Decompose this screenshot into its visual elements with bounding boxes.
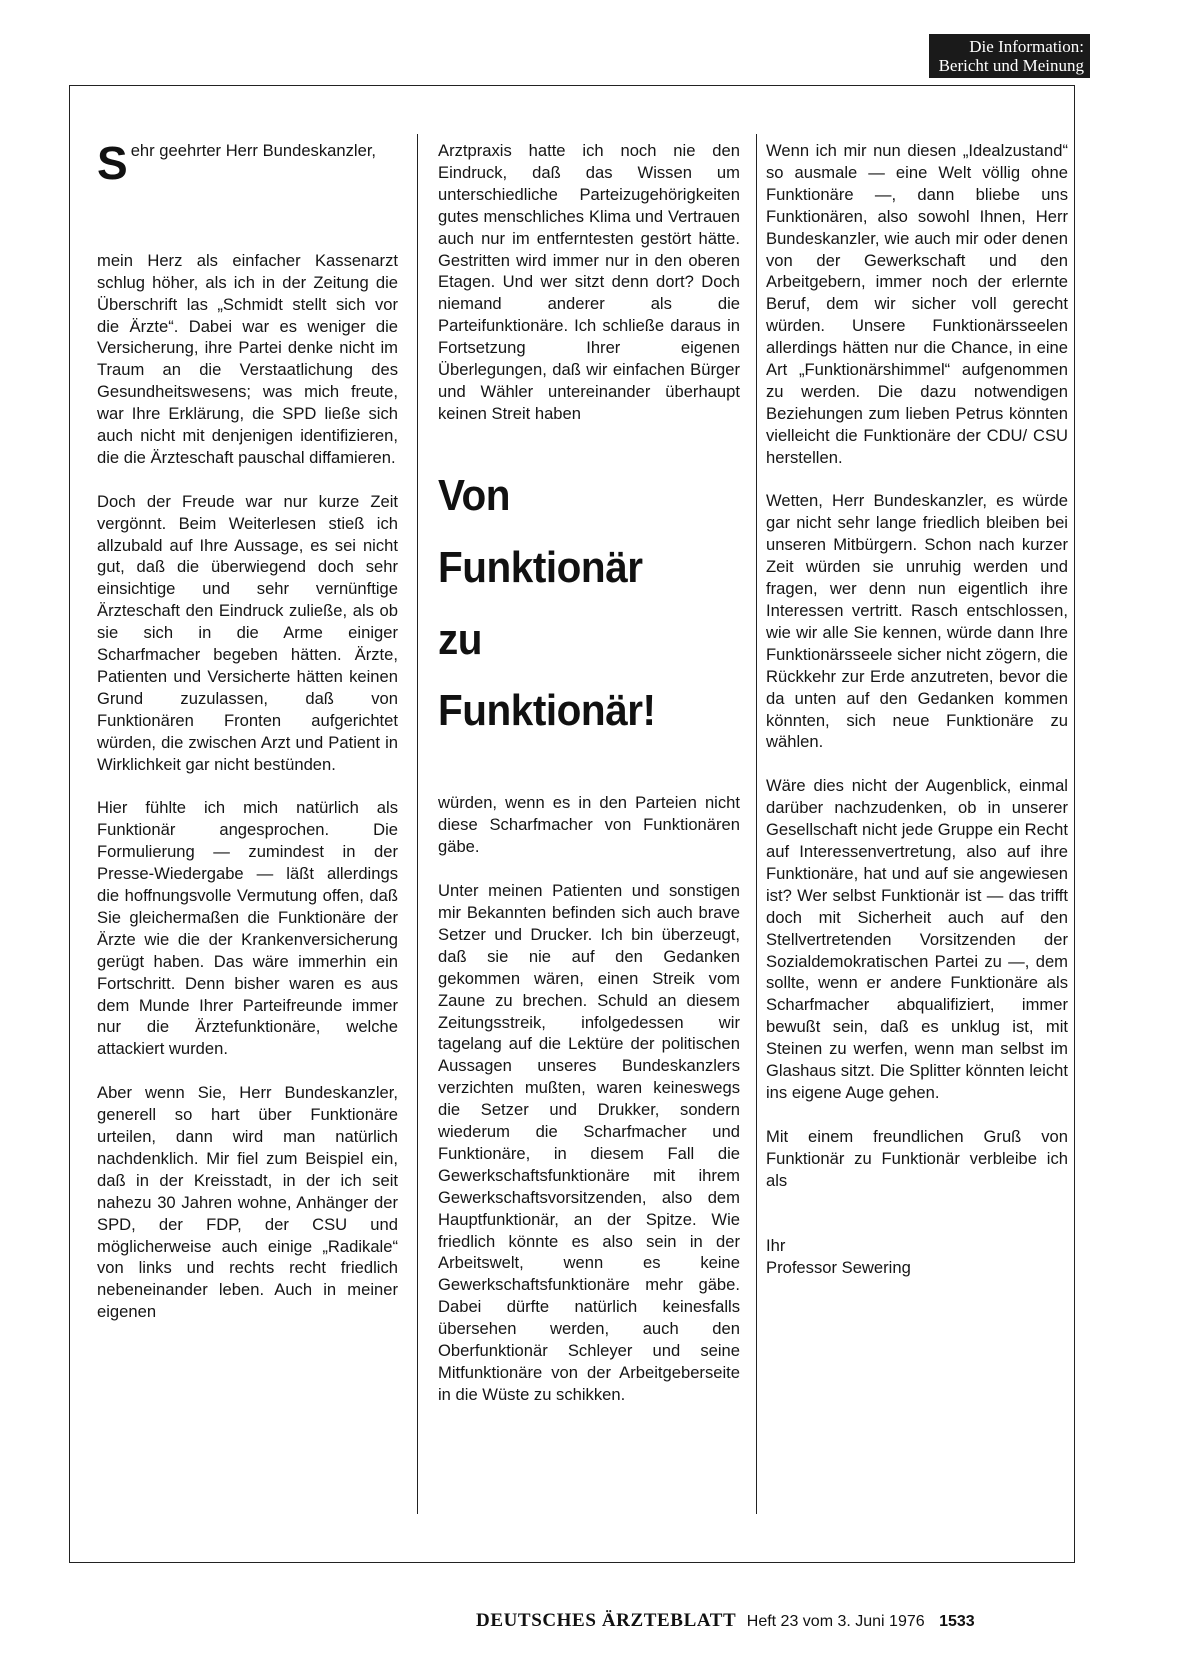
signature-block [766,1235,1068,1279]
paragraph: Mit einem freundlichen Gruß von Funktionär zu Funktionär verbleibe ich als [766,1126,1068,1190]
paragraph: mein Herz als einfacher Kassenarzt schlug höher, als ich in der Zeitung die Überschrift las „Schmidt stellt sich vor die Ärzte“. Dabei war es weniger die Versicherung, ihre Partei denke nicht im Traum an die Verstaatlichung des Gesundheitswesens; was mich freute, war Ihre Erklärung, die SPD ließe sich auch nicht mit denjenigen identifizieren, die die Ärzteschaft pauschal diffamieren. [97,250,398,467]
salutation [97,137,398,189]
article-column-3 [766,140,1068,1279]
paragraph: Hier fühlte ich mich natürlich als Funktionär angesprochen. Die Formulierung — zumindest in der Presse-Wiedergabe — läßt allerdings die hoffnungsvolle Vermutung offen, daß Sie gleichermaßen die Funktionäre der Ärzte wie die der Krankenversicherung gerügt haben. Das wäre immerhin ein Fortschritt. Denn bisher waren es aus dem Munde Ihrer Parteifreunde immer nur die Ärztefunktionäre, welche attackiert wurden. [97,798,398,1059]
article-column-1 [97,137,398,1345]
section-badge-line1: Die Information: [969,37,1084,56]
headline-line: Funktionär [438,542,643,592]
section-badge [929,34,1090,78]
paragraph: Aber wenn Sie, Herr Bundeskanzler, generell so hart über Funktionäre urteilen, dann wird man natürlich nachdenklich. Mir fiel zum Beispiel ein, daß in der Kreisstadt, in der ich seit nahezu 30 Jahren wohne, Anhänger der SPD, der FDP, der CSU und möglicherweise auch einige „Radikale“ von links und rechts recht friedlich nebeneinander leben. Auch in meiner eigenen [97,1083,398,1322]
paragraph: Wenn ich mir nun diesen „Idealzustand“ so ausmale — eine Welt völlig ohne Funktionäre —, dann bliebe uns Funktionären, also sowohl Ihnen, Herr Bundeskanzler, wie auch mir oder denen von der Gewerkschaft und den Arbeitgebern, immer noch der erlernte Beruf, dem wir sicher voll gerecht würden. Unsere Funktionärsseelen allerdings hätten nur die Chance, in eine Art „Funktionärshimmel“ aufgenommen zu werden. Die dazu notwendigen Beziehungen zum lieben Petrus könnten vielleicht die Funktionäre der CDU/ CSU herstellen. [766,141,1068,467]
headline-line: Von [438,470,511,520]
headline-line: zu [438,614,483,664]
paragraph: Wetten, Herr Bundeskanzler, es würde gar nicht sehr lange friedlich bleiben bei unseren Mitbürgern. Schon nach kurzer Zeit würden sie unruhig werden und fragen, wer denn nun eigentlich ihre Interessen vertritt. Rasch entschlossen, wie wir alle Sie kennen, würde dann Ihre Funktionärsseele sicher nicht zögern, die Rückkehr zur Erde anzutreten, bevor die da unten auf den Gedanken kommen könnten, sich neue Funktionäre zu wählen. [766,491,1068,752]
headline-line: Funktionär! [438,686,656,736]
paragraph: würden, wenn es in den Parteien nicht diese Scharfmacher von Funktionären gäbe. [438,793,740,857]
issue-info: Heft 23 vom 3. Juni 1976 [746,1613,925,1630]
publication-name: DEUTSCHES ÄRZTEBLATT [476,1610,737,1631]
salutation-text: ehr geehrter Herr Bundeskanzler, [130,141,377,160]
paragraph: Doch der Freude war nur kurze Zeit vergönnt. Beim Weiterlesen stieß ich allzubald auf Ihre Aussage, es sei nicht gut, daß die überwiegend doch sehr einsichtige und sehr vernünftige Ärzteschaft den Eindruck zuließe, als ob sie sich in die Arme einiger Scharfmacher begeben hätten. Ärzte, Patienten und Versicherte hätten keinen Grund zuzulassen, daß von Funktionären Fronten aufgerichtet würden, die zwischen Arzt und Patient in Wirklichkeit gar nicht bestünden. [97,491,398,774]
signature-name: Professor Sewering [766,1258,911,1278]
article-column-2 [438,140,740,1428]
column-divider-1 [417,134,418,1514]
page-number: 1533 [939,1613,975,1630]
drop-cap: S [97,137,128,189]
headline [438,471,740,737]
paragraph: Unter meinen Patienten und sonstigen mir Bekannten befinden sich auch brave Setzer und Drucker. Ich bin überzeugt, daß sie nie auf den Gedanken gekommen wären, einen Streik vom Zaune zu brechen. Schuld an diesem Zeitungsstreik, infolgedessen wir tagelang auf die Lektüre der politischen Aussagen unseres Bundeskanzlers verzichten mußten, waren keineswegs die Setzer und Drukker, sondern wiederum die Scharfmacher und Funktionäre, in diesem Fall die Gewerkschaftsfunktionäre mit ihrem Gewerkschaftsvorsitzenden, also dem Hauptfunktionär, an der Spitze. Wie friedlich könnte es also sein in der Arbeitswelt, wenn es keine Gewerkschaftsfunktionäre mehr gäbe. Dabei dürfte natürlich keinesfalls übersehen werden, auch den Oberfunktionär Schleyer und seine Mitfunktionäre von der Arbeitgeberseite in die Wüste zu schikken. [438,881,740,1404]
column-divider-2 [756,134,757,1514]
paragraph: Arztpraxis hatte ich noch nie den Eindruck, daß das Wissen um unterschiedliche Parteizugehörigkeiten gutes menschliches Klima und Vertrauen auch nur im entferntesten gestört hätte. Gestritten wird immer nur in den oberen Etagen. Und wer sitzt denn dort? Doch niemand anderer als die Parteifunktionäre. Ich schließe daraus in Fortsetzung Ihrer eigenen Überlegungen, daß wir einfachen Bürger und Wähler untereinander überhaupt keinen Streit haben [438,141,740,423]
page-footer [476,1610,975,1632]
paragraph: Wäre dies nicht der Augenblick, einmal darüber nachzudenken, ob in unserer Gesellschaft nicht jede Gruppe ein Recht auf Interessenvertretung, also auf ihre Funktionäre, hat und auf sie angewiesen ist? Wer selbst Funktionär ist — das trifft doch mit Sicherheit auch auf den Stellvertretenden Vorsitzenden der Sozialdemokratischen Partei zu —, dem sollte, wenn er andere Funktionäre als Scharfmacher abqualifiziert, immer bewußt sein, daß es unklug ist, mit Steinen zu werfen, wenn man selbst im Glashaus sitzt. Die Splitter könnten leicht ins eigene Auge gehen. [766,776,1068,1102]
section-badge-line2: Bericht und Meinung [938,56,1084,75]
closing-line: Ihr [766,1236,786,1256]
